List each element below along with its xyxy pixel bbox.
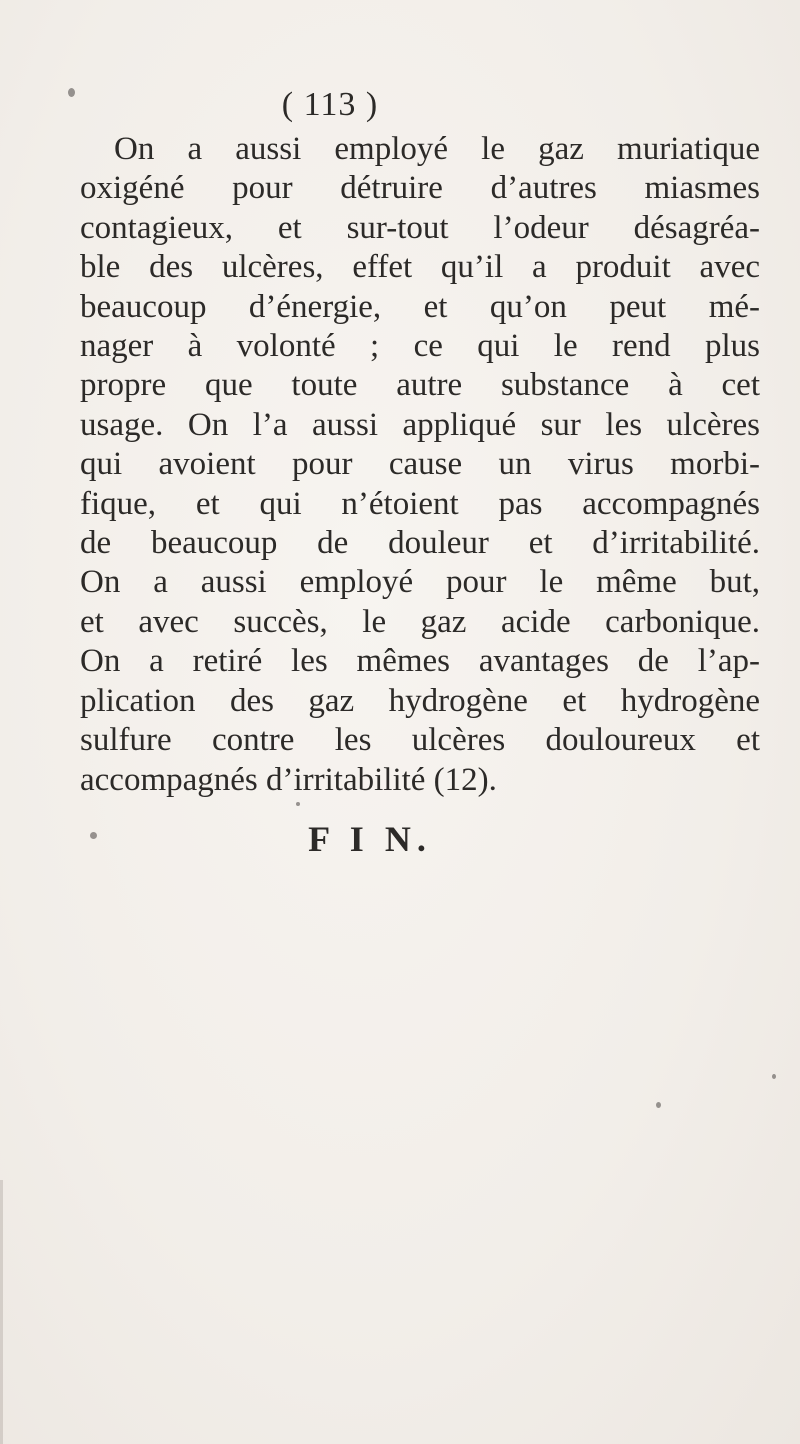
text-line: sulfure contre les ulcères douloureux et xyxy=(80,722,760,759)
text-line: On a aussi employé pour le même but, xyxy=(80,564,760,601)
text-line: beaucoup d’énergie, et qu’on peut mé- xyxy=(80,288,760,325)
text-line: contagieux, et sur-tout l’odeur désagréa- xyxy=(80,209,760,246)
text-line: nager à volonté ; ce qui le rend plus xyxy=(80,328,760,365)
ink-speck xyxy=(296,802,300,806)
end-mark: F I N. xyxy=(308,819,432,859)
text-line: On a retiré les mêmes avantages de l’ap- xyxy=(80,643,760,680)
text-line: oxigéné pour détruire d’autres miasmes xyxy=(80,170,760,207)
ink-speck xyxy=(656,1102,661,1108)
text-line: usage. On l’a aussi appliqué sur les ulcères xyxy=(80,406,760,443)
text-line: plication des gaz hydrogène et hydrogène xyxy=(80,682,760,719)
text-line: propre que toute autre substance à cet xyxy=(80,367,760,404)
text-line: ble des ulcères, effet qu’il a produit avec xyxy=(80,249,760,286)
text-line: accompagnés d’irritabilité (12). xyxy=(80,761,497,798)
text-line: fique, et qui n’étoient pas accompagnés xyxy=(80,485,760,522)
page-number: ( 113 ) xyxy=(281,86,379,123)
text-line: de beaucoup de douleur et d’irritabilité. xyxy=(80,525,760,562)
ink-speck xyxy=(772,1074,776,1079)
page-edge xyxy=(0,1180,3,1444)
text-line: et avec succès, le gaz acide carbonique. xyxy=(80,603,760,640)
text-line: qui avoient pour cause un virus morbi- xyxy=(80,446,760,483)
body-text xyxy=(80,130,760,800)
text-line: On a aussi employé le gaz muriatique xyxy=(114,131,760,167)
